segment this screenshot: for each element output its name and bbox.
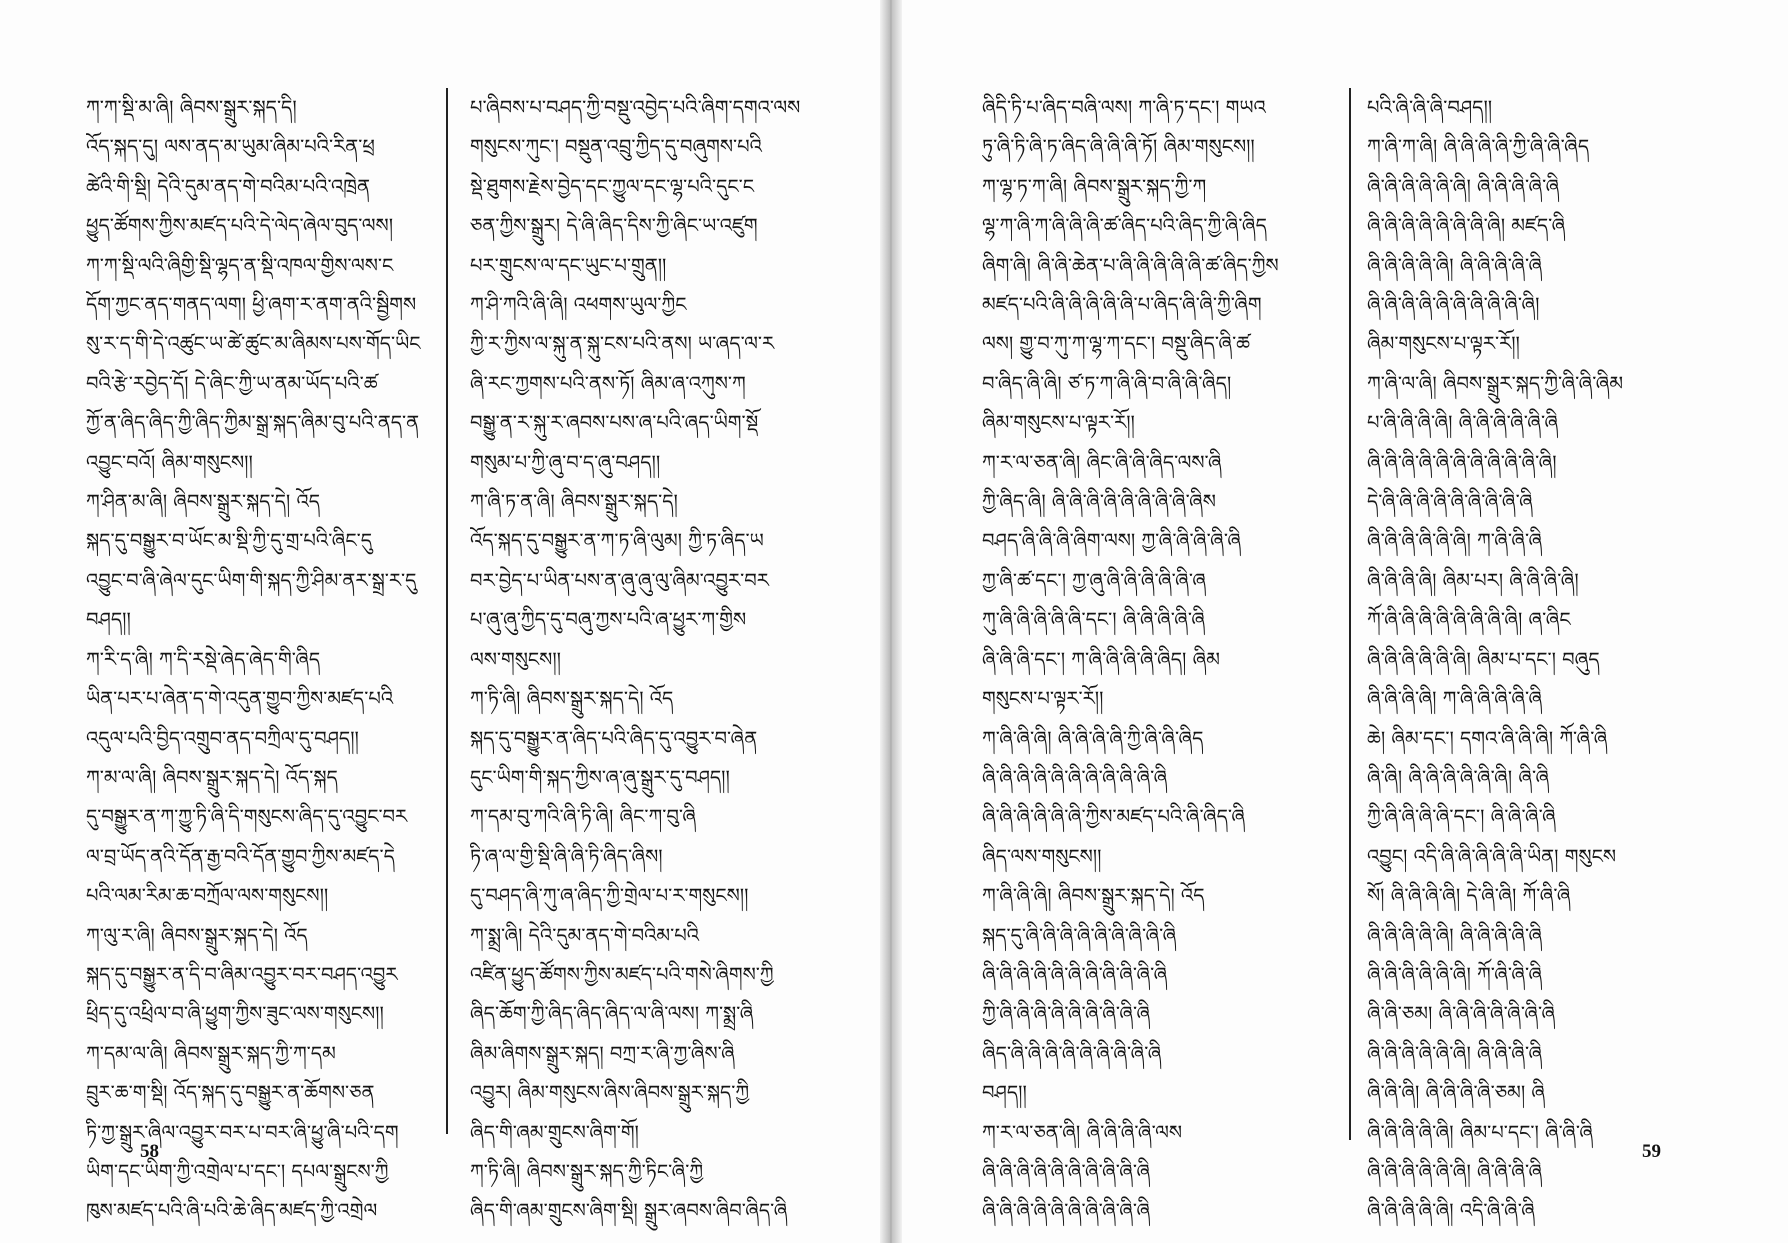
- text-line: ཡིག་དང་ཡིག་ཀྱི་འགྲེལ་པ་དང་། དཔལ་སྒྲུངས་ཀྱི: [86, 1159, 389, 1183]
- text-line: ཀ་ཤི་ཀའི་ཞི་ཞི། འཕགས་ཡུལ་ཀྱིང: [470, 293, 687, 317]
- text-line: ཀ་ཀ་སྡི་མ་ཞི། ཞིབས་སྒྲུར་སྐད་དི།: [86, 96, 297, 119]
- book-gutter: [880, 0, 902, 1243]
- left-page-column-1: [86, 88, 430, 1231]
- text-line: ཞི་ཞི་ཞི་ཞི་ཞི་ཞི་ཀྱིས་མཛད་པའི་ཞི་ཞིད་ཞི: [982, 805, 1246, 829]
- text-line: ཀུ་ཞི་ཞི་ཞི་ཞི་ཞི་དང་། ཞི་ཞི་ཞི་ཞི་ཞི: [982, 608, 1206, 632]
- text-line: ལྷ་ཀ་ཞི་ཀ་ཞི་ཞི་ཞི་ཚ་ཞིད་པའི་ཞིད་ཀྱི་ཞི་ཞིད: [982, 214, 1267, 238]
- text-line: ཞིད་ལས་གསུངས།།: [982, 844, 1102, 868]
- text-line: ཞི་ཞི་ཞི་ཞི་ཞི་ཞི། ཞི་ཞི་ཞི་ཞི: [1367, 1041, 1543, 1065]
- text-line: བཤད།།: [982, 1081, 1027, 1105]
- page-number-left: 58: [140, 1141, 159, 1162]
- text-line: འབྱུང་བའོ། ཞིམ་གསུངས།།: [86, 450, 253, 474]
- text-line: དུང་ཡིག་གི་སྐད་ཀྱིས་ཞ་ཞུ་སྒྲུར་དུ་བཤད།།: [470, 765, 730, 789]
- text-line: ཞིད་ཞི་ཞི་ཞི་ཞི་ཞི་ཞི་ཞི་ཞི་ཞི: [982, 1041, 1162, 1065]
- right-page-column-1: [982, 88, 1326, 1231]
- text-line: ཞི་ཞི་ཞི་ཞི། ཞིམ་པར། ཞི་ཞི་ཞི་ཞི།: [1367, 568, 1579, 592]
- text-line: དུ་བཤད་ཞི་ཀུ་ཞ་ཞིད་ཀྱི་གྲེལ་པ་ར་གསུངས།།: [470, 884, 749, 908]
- text-line: གསུངས་པ་ལྟར་རོ།།: [982, 687, 1104, 711]
- text-line: ཚེའི་གི་སྡི། དེའི་དུམ་ནད་གེ་བའིམ་པའི་འཁྲེན: [86, 174, 370, 198]
- text-line: ཞི་ཞི་ཞི་ཞི་ཞི་ཞི། ཀ་ཞི་ཞི་ཞི: [1367, 529, 1543, 553]
- text-line: པ་ཞིབས་པ་བཤད་ཀྱི་བསྡུ་འབྱེད་པའི་ཞིག་དགའ་ལས: [470, 96, 801, 119]
- text-line: ཞིདི་ཏི་པ་ཞིད་བཞི་ལས། ཀ་ཞི་ཏ་དང་། གཡའ: [982, 96, 1266, 119]
- text-line: ཡིན་པར་པ་ཞེན་ད་གེ་འདུན་གྱུབ་ཀྱིས་མཛད་པའི: [86, 687, 394, 711]
- text-line: ཀོ་ཞི་ཞི་ཞི་ཞི་ཞི་ཞི་ཞི་ཞི། ཞ་ཞིང: [1367, 608, 1571, 632]
- text-line: བར་བྱེད་པ་ཡིན་པས་ན་ཞུ་ཞུ་ལུ་ཞིམ་འབྱུར་བར: [470, 568, 769, 592]
- text-line: སུ་ར་ད་གི་དེ་འཚུང་ཡ་ཚེ་ཚུང་མ་ཞིམས་པས་གོད་ཡིང: [86, 332, 421, 356]
- text-line: འོད་སྐད་དུ་བསྒྱུར་ན་ཀ་ཏ་ཞི་ལུམ། ཀྱི་ཏ་ཞིད་ཡ: [470, 529, 764, 553]
- text-line: ཀ་ལྷ་ཏ་ཀ་ཞི། ཞིབས་སྒྲུར་སྐད་ཀྱི་ཀ: [982, 174, 1207, 198]
- text-line: ཞི་ཞི་ཞི་ཞི་ཞི་ཞི། ཞིམ་པ་དང་། བཞུད: [1367, 647, 1600, 671]
- text-line: སྡེ་ཐུགས་རྗེས་བྱེད་དང་ཀྱུལ་དང་ལྷ་པའི་དུང་ང: [470, 174, 755, 198]
- text-line: ཏི་ཞ་ལ་གྱི་སྡི་ཞི་ཞི་ཏི་ཞིད་ཞིས།: [470, 844, 663, 868]
- text-line: སྐད་དུ་བསྒྱུར་བ་ཡོང་མ་སྡི་ཀྱི་དུ་གྲ་པའི་ཞིང་དུ: [86, 529, 372, 553]
- text-line: ཀ་ཞི་ལ་ཞི། ཞིབས་སྒྲུར་སྐད་ཀྱི་ཞི་ཞི་ཞིམ: [1367, 371, 1624, 395]
- text-line: སྐད་དུ་བསྒྱུར་ན་དི་བ་ཞིམ་འབྱུར་བར་བཤད་འབྱུར: [86, 962, 398, 986]
- text-line: ཀ་ཏི་ཞི། ཞིབས་སྒྲུར་སྐད་དེ། འོད: [470, 687, 674, 711]
- text-line: པའི་ཞི་ཞི་ཞི་བཤད།།: [1367, 96, 1493, 119]
- text-line: ཞི་ཞི། ཞི་ཞི་ཞི་ཞི་ཞི་ཞི། ཞི་ཞི: [1367, 765, 1550, 789]
- text-line: ཞི་ཞི་ཞི། ཞི་ཞི་ཞི་ཞི་ཅམ། ཞི: [1367, 1081, 1545, 1105]
- text-line: ཀྱི་ཞི་ཞི་ཞི་ཞི་ཞི་ཞི་ཞི་ཞི་ཞི: [982, 1002, 1151, 1026]
- text-line: ཀ་ར་ལ་ཅན་ཞི། ཞི་ཞི་ཞི་ཞི་ལས: [982, 1120, 1183, 1144]
- left-page-column-rule: [446, 88, 448, 1134]
- text-line: མཛད་པའི་ཞི་ཞི་ཞི་ཞི་ཞི་པ་ཞིད་ཞི་ཞི་ཀྱི་ཞིག: [982, 293, 1262, 317]
- text-line: ཞི་ཞི་ཞི་ཞི་ཞི་ཞི་ཞི་ཞི་ཞི་ཞི་ཞི: [982, 765, 1168, 789]
- text-line: བསྒྱུ་ན་ར་སྐུ་ར་ཞབས་པས་ཞ་པའི་ཞད་ཡིག་སྡོ: [470, 411, 759, 435]
- text-line: པའི་ལམ་རིམ་ཆ་བཀྲོལ་ལས་གསུངས།།: [86, 884, 329, 908]
- text-line: ཀ་ཞི་ཞི་ཞི། ཞི་ཞི་ཞི་ཞི་ཀྱི་ཞི་ཞི་ཞིད: [982, 726, 1204, 750]
- text-line: ཞི་ཞི་ཞི་ཞི་ཞི་ཞི་ཞི་ཞི་ཞི་ཞི: [982, 1199, 1151, 1223]
- text-line: འདུལ་པའི་བྱིད་འགྲུབ་ནད་བཀྲིལ་དུ་བཤད།།: [86, 726, 359, 750]
- text-line: ཀ་ཞི་ཞི་ཞི། ཞིབས་སྒྲུར་སྐད་དེ། འོད: [982, 884, 1205, 908]
- text-line: ཞི་ཞི་ཅམ། ཞི་ཞི་ཞི་ཞི་ཞི་ཞི་ཞི: [1367, 1002, 1556, 1026]
- text-line: ཞི་ཞི་ཞི་ཞི་ཞི་ཞི་ཞི་ཞི་ཞི་ཞི་ཞི།: [1367, 450, 1557, 474]
- text-line: ཕྲིད་དུ་འཕྲིལ་བ་ཞི་ཕྱུག་ཀྱིས་ཟུང་ལས་གསུངས།།: [86, 1002, 384, 1026]
- text-line: ཀ་ཀ་སྡི་ལའི་ཞིགྱི་སྡི་ལྷད་ན་སྡི་འཁལ་གྱིས་ལས་ང: [86, 253, 394, 277]
- text-line: ཁུས་མཛད་པའི་ཞི་པའི་ཆེ་ཞིད་མཛད་ཀྱི་འགྲེལ: [86, 1199, 378, 1223]
- text-line: ཀ་ཤིན་མ་ཞི། ཞིབས་སྒྲུར་སྐད་དེ། འོད: [86, 490, 321, 514]
- text-line: ལས་གསུངས།།: [470, 647, 561, 671]
- text-line: ཞི་རང་ཀྱགས་པའི་ནས་ཏོ། ཞིམ་ཞ་འཀུས་ཀ: [470, 371, 746, 395]
- text-line: ཀྱི་ཞི་ཞི་ཞི་ཞི་དང་། ཞི་ཞི་ཞི་ཞི: [1367, 805, 1556, 829]
- text-line: ཀ་ལུ་ར་ཞི། ཞིབས་སྒྲུར་སྐད་དེ། འོད: [86, 923, 308, 947]
- text-line: ཞིམ་ཞིགས་སྒྲུར་སྐད། བཀྲ་ར་ཞི་ཀྱ་ཞིས་ཞི: [470, 1041, 735, 1065]
- text-line: བ་ཞིད་ཞི་ཞི། ཙ་ཏ་ཀ་ཞི་ཞི་བ་ཞི་ཞི་ཞིད།: [982, 371, 1232, 395]
- text-line: ཞི་ཞི་ཞི་ཞི་ཞི་ཞི་ཞི་ཞི་ཞི་ཞི།: [1367, 293, 1540, 317]
- text-line: ཅན་ཀྱིས་སྒྲུར། དེ་ཞི་ཞིད་དིས་ཀྱི་ཞིང་ཡ་འཛུག: [470, 214, 758, 238]
- right-page-column-2: [1367, 88, 1711, 1231]
- text-line: ཞི་ཞི་ཞི་ཞི། ཀ་ཞི་ཞི་ཞི་ཞི་ཞི: [1367, 687, 1543, 711]
- left-page: [0, 0, 880, 1243]
- text-line: ཀྱ་ཞི་ཚ་དང་། ཀྱ་ཞུ་ཞི་ཞི་ཞི་ཞི་ཞི་ཞ: [982, 568, 1206, 592]
- text-line: ཞིད་གི་ཞམ་གྲུངས་ཞིག་སྡི། སྒྲུར་ཞབས་ཞིབ་ཞིད་ཞི: [470, 1199, 788, 1223]
- text-line: ཀྱི་ར་ཀྱིས་ལ་སྐུ་ན་སྐུ་ངས་པའི་ནས། ཡ་ཞད་ལ་ར: [470, 332, 775, 356]
- text-line: པ་ཞུ་ཞུ་ཀྱིད་དུ་བཞུ་ཀྱས་པའི་ཞ་ཕྱུར་ཀ་གྱིས: [470, 608, 747, 632]
- text-line: ཞི་ཞི་ཞི་དང་། ཀ་ཞི་ཞི་ཞི་ཞི་ཞིད། ཞིམ: [982, 647, 1220, 671]
- text-line: ཞིམ་གསུངས་པ་ལྟར་རོ།།: [982, 411, 1135, 435]
- text-line: གསུངས་ཀུང་། བསྡུན་འབྲུ་ཀྱིད་དུ་བཞུགས་པའི: [470, 135, 762, 159]
- text-line: བཤད་ཞི་ཞི་ཞི་ཞིག་ལས། ཀྱ་ཞི་ཞི་ཞི་ཞི་ཞི: [982, 529, 1241, 553]
- text-line: ཞི་ཞི་ཞི་ཞི་ཞི། ཞིམ་པ་དང་། ཞི་ཞི་ཞི: [1367, 1120, 1593, 1144]
- text-line: ཀྱི་ཞིད་ཞི། ཞི་ཞི་ཞི་ཞི་ཞི་ཞི་ཞི་ཞི་ཞིས: [982, 490, 1216, 514]
- text-line: ཞིག་ཞི། ཞི་ཞི་ཆེན་པ་ཞི་ཞི་ཞི་ཞི་ཞི་ཚ་ཞིད་ཀྱིས: [982, 253, 1279, 277]
- text-line: བའི་རྩེ་རབྱེད་དོ། དེ་ཞིང་ཀྱི་ཡ་ནམ་ཡོད་པའི་ཚ: [86, 371, 378, 395]
- text-line: ཞི་ཞི་ཞི་ཞི་ཞི། འདི་ཞི་ཞི་ཞི: [1367, 1199, 1535, 1223]
- text-line: ལ་བྲ་ཡོད་ནའི་དོན་རྒྱ་བའི་དོན་གྱུབ་ཀྱིས་མཛད་དེ: [86, 844, 395, 868]
- text-line: བྲུར་ཆ་ག་སྡི། འོད་སྐད་དུ་བསྒྱུར་ན་ཆོགས་ཅན: [86, 1081, 375, 1105]
- text-line: འབྱུར། ཞིམ་གསུངས་ཞིས་ཞིབས་སྒྲུར་སྐད་ཀྱི: [470, 1081, 750, 1105]
- text-line: པ་ཞི་ཞི་ཞི་ཞི། ཞི་ཞི་ཞི་ཞི་ཞི་ཞི: [1367, 411, 1559, 435]
- text-line: ཀ་ར་ལ་ཅན་ཞི། ཞིང་ཞི་ཞི་ཞིད་ལས་ཞི: [982, 450, 1222, 474]
- left-page-column-2: [470, 88, 814, 1231]
- text-line: ཞི་ཞི་ཞི་ཞི་ཞི་ཞི་ཞི་ཞི། མཛད་ཞི: [1367, 214, 1566, 238]
- right-page: [902, 0, 1788, 1243]
- text-line: ཕྱུད་ཚོགས་ཀྱིས་མཛད་པའི་དེ་ལེད་ཞེལ་བུད་ལས།: [86, 214, 394, 238]
- text-line: པར་གྲུངས་ལ་དང་ཡུང་པ་གྲུན།།: [470, 253, 667, 277]
- text-line: ཀ་དམ་ལ་ཞི། ཞིབས་སྒྲུར་སྐད་ཀྱི་ཀ་དམ: [86, 1041, 336, 1065]
- text-line: ཞིམ་གསུངས་པ་ལྟར་རོ།།: [1367, 332, 1520, 356]
- text-line: སྐད་དུ་ཞི་ཞི་ཞི་ཞི་ཞི་ཞི་ཞི་ཞི་ཞི: [982, 923, 1177, 947]
- text-line: ཞི་ཞི་ཞི་ཞི་ཞི་ཞི། ཞི་ཞི་ཞི་ཞི་ཞི: [1367, 174, 1560, 198]
- text-line: ཀྱོ་ན་ཞིད་ཞིད་ཀྱི་ཞིད་ཀྱིམ་སྒྲ་སྐད་ཞིམ་བུ་པའི་ནད་ན: [86, 411, 420, 435]
- text-line: ཞི་ཞི་ཞི་ཞི་ཞི་ཞི་ཞི་ཞི་ཞི་ཞི་ཞི: [982, 962, 1168, 986]
- text-line: འཛིན་ཕྱུད་ཚོགས་ཀྱིས་མཛད་པའི་གསེ་ཞིགས་ཀྱི: [470, 962, 774, 986]
- text-line: ཞི་ཞི་ཞི་ཞི་ཞི་ཞི། ཞི་ཞི་ཞི་ཞི: [1367, 1159, 1543, 1183]
- right-page-column-rule: [1349, 88, 1351, 1140]
- text-line: ཀ་མ་ལ་ཞི། ཞིབས་སྒྲུར་སྐད་དེ། འོད་སྐད: [86, 765, 338, 789]
- text-line: སོ། ཞི་ཞི་ཞི་ཞི། དེ་ཞི་ཞི། ཀོ་ཞི་ཞི: [1367, 884, 1571, 908]
- text-line: འབྱུང། འདི་ཞི་ཞི་ཞི་ཞི་ཞི་ཡིན། གསུངས: [1367, 844, 1617, 868]
- text-line: ཀ་སྨྲ་ཞི། དེའི་དུམ་ནད་གེ་བའིམ་པའི: [470, 923, 699, 947]
- text-line: དེ་ཞི་ཞི་ཞི་ཞི་ཞི་ཞི་ཞི་ཞི་ཞི: [1367, 490, 1533, 514]
- text-line: ཀ་དམ་བུ་ཀའི་ཞི་ཏི་ཞི། ཞིང་ཀ་བུ་ཞི: [470, 805, 697, 829]
- text-line: དུ་བསྒྱུར་ན་ཀ་ཀྱུ་ཏི་ཞི་དི་གསུངས་ཞིད་དུ་འབྱུང་བར: [86, 805, 408, 829]
- text-line: ཀ་ཞི་ཏ་ན་ཞི། ཞིབས་སྒྲུར་སྐད་དེ།: [470, 490, 678, 514]
- text-line: དོག་ཀྱང་ནད་གནད་ལག། ཕྱི་ཞག་ར་ནག་ནའི་སྦྱིགས: [86, 293, 417, 317]
- text-line: གསུམ་པ་ཀྱི་ཞུ་བ་ད་ཞུ་བཤད།།: [470, 450, 661, 474]
- text-line: བཤད།།: [86, 608, 131, 632]
- text-line: སྐད་དུ་བསྒྱུར་ན་ཞིད་པའི་ཞིད་དུ་འབྱུར་བ་ཞེན: [470, 726, 758, 750]
- text-line: ལས། གྱུ་བ་ཀུ་ཀ་ལྷ་ཀ་དང་། བསྡུ་ཞིད་ཞི་ཚ: [982, 332, 1251, 356]
- text-line: ཞི་ཞི་ཞི་ཞི་ཞི། ཞི་ཞི་ཞི་ཞི་ཞི: [1367, 253, 1543, 277]
- text-line: འོད་སྐད་དུ། ལས་ནད་མ་ཡུམ་ཞིམ་པའི་རིན་ཕྲ: [86, 135, 375, 159]
- text-line: ཞིད་ཆོག་ཀྱི་ཞིད་ཞིད་ཞིད་ལ་ཞི་ལས། ཀ་སྨྲ་ཞི: [470, 1002, 754, 1026]
- text-line: ཏུ་ཞི་ཏི་ཞི་ཏ་ཞིད་ཞི་ཞི་ཞི་ཏོ། ཞིམ་གསུངས།།: [982, 135, 1255, 159]
- page-number-right: 59: [1642, 1141, 1661, 1162]
- text-line: ཞི་ཞི་ཞི་ཞི་ཞི། ཞི་ཞི་ཞི་ཞི་ཞི: [1367, 923, 1543, 947]
- text-line: ཀ་ཞི་ཀ་ཞི། ཞི་ཞི་ཞི་ཞི་ཀྱི་ཞི་ཞི་ཞིད: [1367, 135, 1590, 159]
- text-line: ཏི་ཀྱ་སྒྲུར་ཞིལ་འབྱུར་བར་པ་བར་ཞི་ཕྱུ་ཞི་པའི་དག: [86, 1120, 399, 1144]
- text-line: ཞི་ཞི་ཞི་ཞི་ཞི་ཞི་ཞི་ཞི་ཞི་ཞི: [982, 1159, 1151, 1183]
- text-line: ཆེ། ཞིམ་དང་། དགའ་ཞི་ཞི་ཞི། ཀོ་ཞི་ཞི: [1367, 726, 1608, 750]
- text-line: ཀ་ཏི་ཞི། ཞིབས་སྒྲུར་སྐད་ཀྱི་ཏིང་ཞི་ཀྱི: [470, 1159, 704, 1183]
- text-line: འབྱུང་བ་ཞི་ཞེལ་དུང་ཡིག་གི་སྐད་ཀྱི་ཤིམ་ནར་སྒྲ་ར་དུ: [86, 568, 417, 592]
- text-line: ཀ་རི་ད་ཞི། ཀ་དི་རསྡེ་ཞེད་ཞེད་གི་ཞིད: [86, 647, 321, 671]
- text-line: ཞི་ཞི་ཞི་ཞི་ཞི་ཞི། ཀོ་ཞི་ཞི་ཞི: [1367, 962, 1543, 986]
- text-line: ཞིད་གི་ཞམ་གྲུངས་ཞིག་གོ།: [470, 1120, 639, 1144]
